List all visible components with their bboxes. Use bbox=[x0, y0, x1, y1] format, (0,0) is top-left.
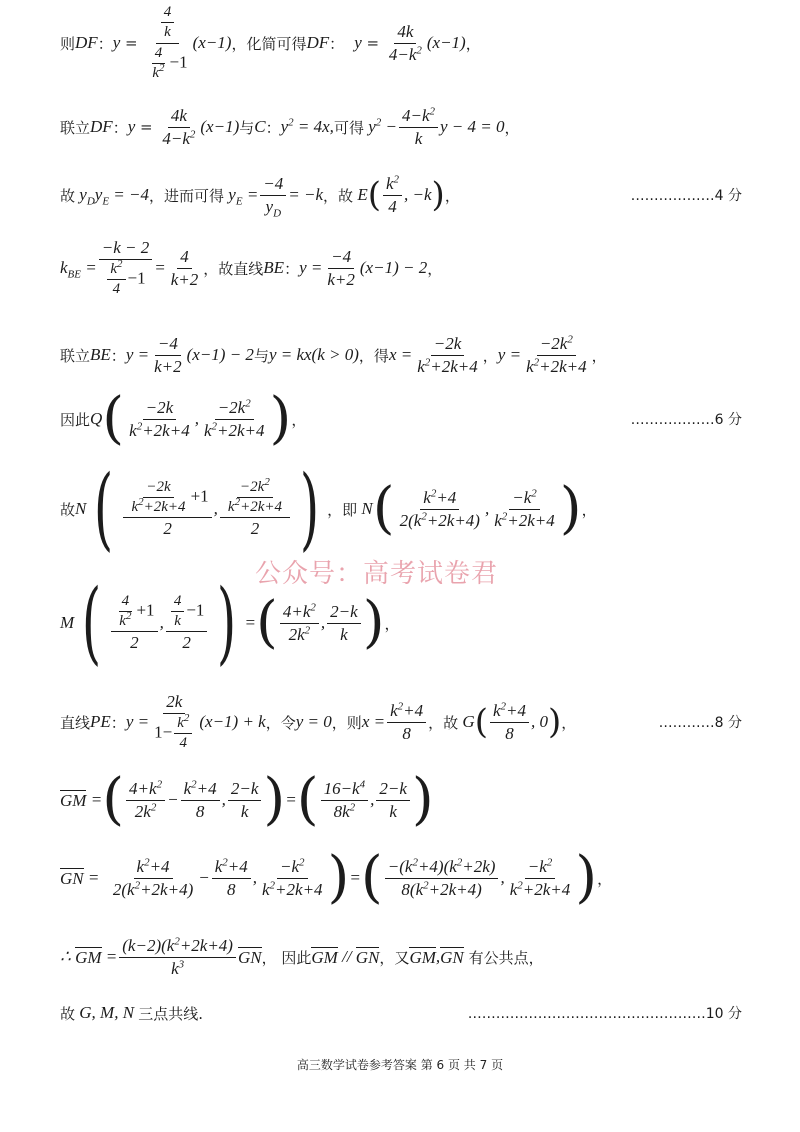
page-footer: 高三数学试卷参考答案 第 6 页 共 7 页 bbox=[296, 1058, 504, 1072]
text-jinerkede: 进而可得 bbox=[164, 186, 225, 205]
text-common-point: 有公共点， bbox=[468, 948, 544, 967]
text-gu5: 故 bbox=[60, 1004, 76, 1023]
line-gn: GN = $\frac{k^2+4}{2(k^2+2k+4)}$ − $\frac{k^2+4}{8}$ , $\frac{-k^2}{k^2+2k+4}$ ) = ( $\frac{-(k^2+4)(k^2+2k)}{8(k^2+2k+4)}$ , $\frac{-k^2}{k^2+2k+4}$ ) ， bbox=[60, 845, 613, 910]
text-you: 又 bbox=[394, 948, 410, 967]
text-collinear: 三点共线. bbox=[138, 1004, 204, 1023]
text-ling: 令 bbox=[280, 713, 296, 732]
text-gu4: 故 bbox=[443, 713, 459, 732]
text-yinci: 因此 bbox=[60, 410, 91, 429]
formula-fraction: $\frac{4}{k}$ $\frac{4}{k^2}$ −1 bbox=[152, 4, 188, 81]
text-de: 得 bbox=[373, 346, 389, 365]
text-yinci2: 因此 bbox=[281, 948, 312, 967]
text-kede: 可得 bbox=[333, 118, 364, 137]
line-combine-be: 联立 BE ： y = $\frac{-4}{k+2}$ (x−1) − 2 与 y = kx(k > 0) ， 得 x = $\frac{-2k}{k^2+2k+4}$ ， y = $\frac{-2k^2}{k^2+2k+4}$ ， bbox=[60, 333, 607, 376]
line-q: 因此 Q ( $\frac{-2k}{k^2+2k+4}$ , $\frac{-2k^2}{k^2+2k+4}$ ) ， ………………6 分 bbox=[60, 386, 742, 451]
score-6: ………………6 分 bbox=[630, 412, 742, 428]
line-pe: 直线 PE ： y = 2k 1− $\frac{k^2}{4}$ (x−1) + k ， 令 y = 0 ， 则 x = $\frac{k^2+4}{8}$ ， 故 G ( $\frac{k^2+4}{8}$ , 0 ) ， …………8 分 bbox=[60, 691, 742, 751]
text-yu: 与 bbox=[239, 118, 255, 137]
line-conclusion: 故 G, M, N 三点共线. ……………………………………………10 分 bbox=[60, 1003, 742, 1023]
text-lianli: 联立 bbox=[60, 118, 91, 137]
text-gu: 故 bbox=[60, 186, 76, 205]
text-gu3: 故 bbox=[60, 500, 76, 519]
line-parallel: ∴ GM = $\frac{(k-2)(k^2+2k+4)}{k^3}$ GN ， 因此 GM // GN ， 又 GM , GN 有公共点， bbox=[60, 935, 544, 978]
score-10: ……………………………………………10 分 bbox=[467, 1006, 742, 1022]
text-ze: 则 bbox=[60, 34, 76, 53]
text-yu2: 与 bbox=[253, 346, 269, 365]
line-combine-df: 联立 DF ： y = $\frac{4k}{4-k^2}$ (x−1) 与 C ： $y^2 = 4x$, 可得 $y^2$ − $\frac{4-k^2}{k}$ y − 4 = 0 ， bbox=[60, 105, 520, 148]
line-df-slope: 则 DF ： y = $\frac{4}{k}$ $\frac{4}{k^2}$ −1 (x−1) ， 化简可得 DF ： y = $\frac{4k}{4-k^2}$ (x−1) ， bbox=[60, 4, 481, 81]
text-simplify: 化简可得 bbox=[246, 34, 307, 53]
line-m: M ( $\frac{4}{k^2}$ +1 2 , $\frac{4}{k}$ −1 2 ) = ( $\frac{4+k^2}{2k^2}$ , $\frac{2-k}{k}$ ) ， bbox=[60, 570, 400, 675]
line-gm: GM = ( $\frac{4+k^2}{2k^2}$ − $\frac{k^2+4}{8}$ , $\frac{2-k}{k}$ ) = ( $\frac{16-k^4}{8k^2}$ , $\frac{2-k}{k}$ ) bbox=[60, 767, 434, 832]
score-4: ………………4 分 bbox=[630, 188, 742, 204]
text-lianli2: 联立 bbox=[60, 346, 91, 365]
line-n: 故 N ( $\frac{-2k}{k^2+2k+4}$ +1 2 , $\frac{\frac{-2k^2}{k^2+2k+4}}{2}$ ) ， 即 N ( $\frac{k^2+4}{2(k^2+2k+4)}$ , $\frac{-k^2}{k^2+2k+4}$ ) ， bbox=[60, 456, 597, 561]
text-zhixian: 直线 bbox=[60, 713, 91, 732]
score-8: …………8 分 bbox=[658, 715, 742, 731]
line-ye: 故 $y_Dy_E = -4$ ， 进而可得 $y_E$ = $\frac{-4}{y_D}$ = −k ， 故 E ( $\frac{k^2}{4}$ , −k ) ， ………………4 分 bbox=[60, 173, 742, 219]
text-guzhixian: 故直线 bbox=[218, 259, 264, 278]
text-ze2: 则 bbox=[346, 713, 362, 732]
line-kbe: $k_{BE}$ = −k − 2 $\frac{k^2}{4}$ −1 = $\frac{4}{k+2}$ ， 故直线 BE ： y = $\frac{-4}{k+2}$ (x−1) − 2 ， bbox=[60, 237, 443, 297]
watermark: 公众号：高考试卷君 bbox=[255, 559, 499, 589]
text-gu2: 故 bbox=[338, 186, 354, 205]
text-ji: 即 bbox=[342, 500, 358, 519]
